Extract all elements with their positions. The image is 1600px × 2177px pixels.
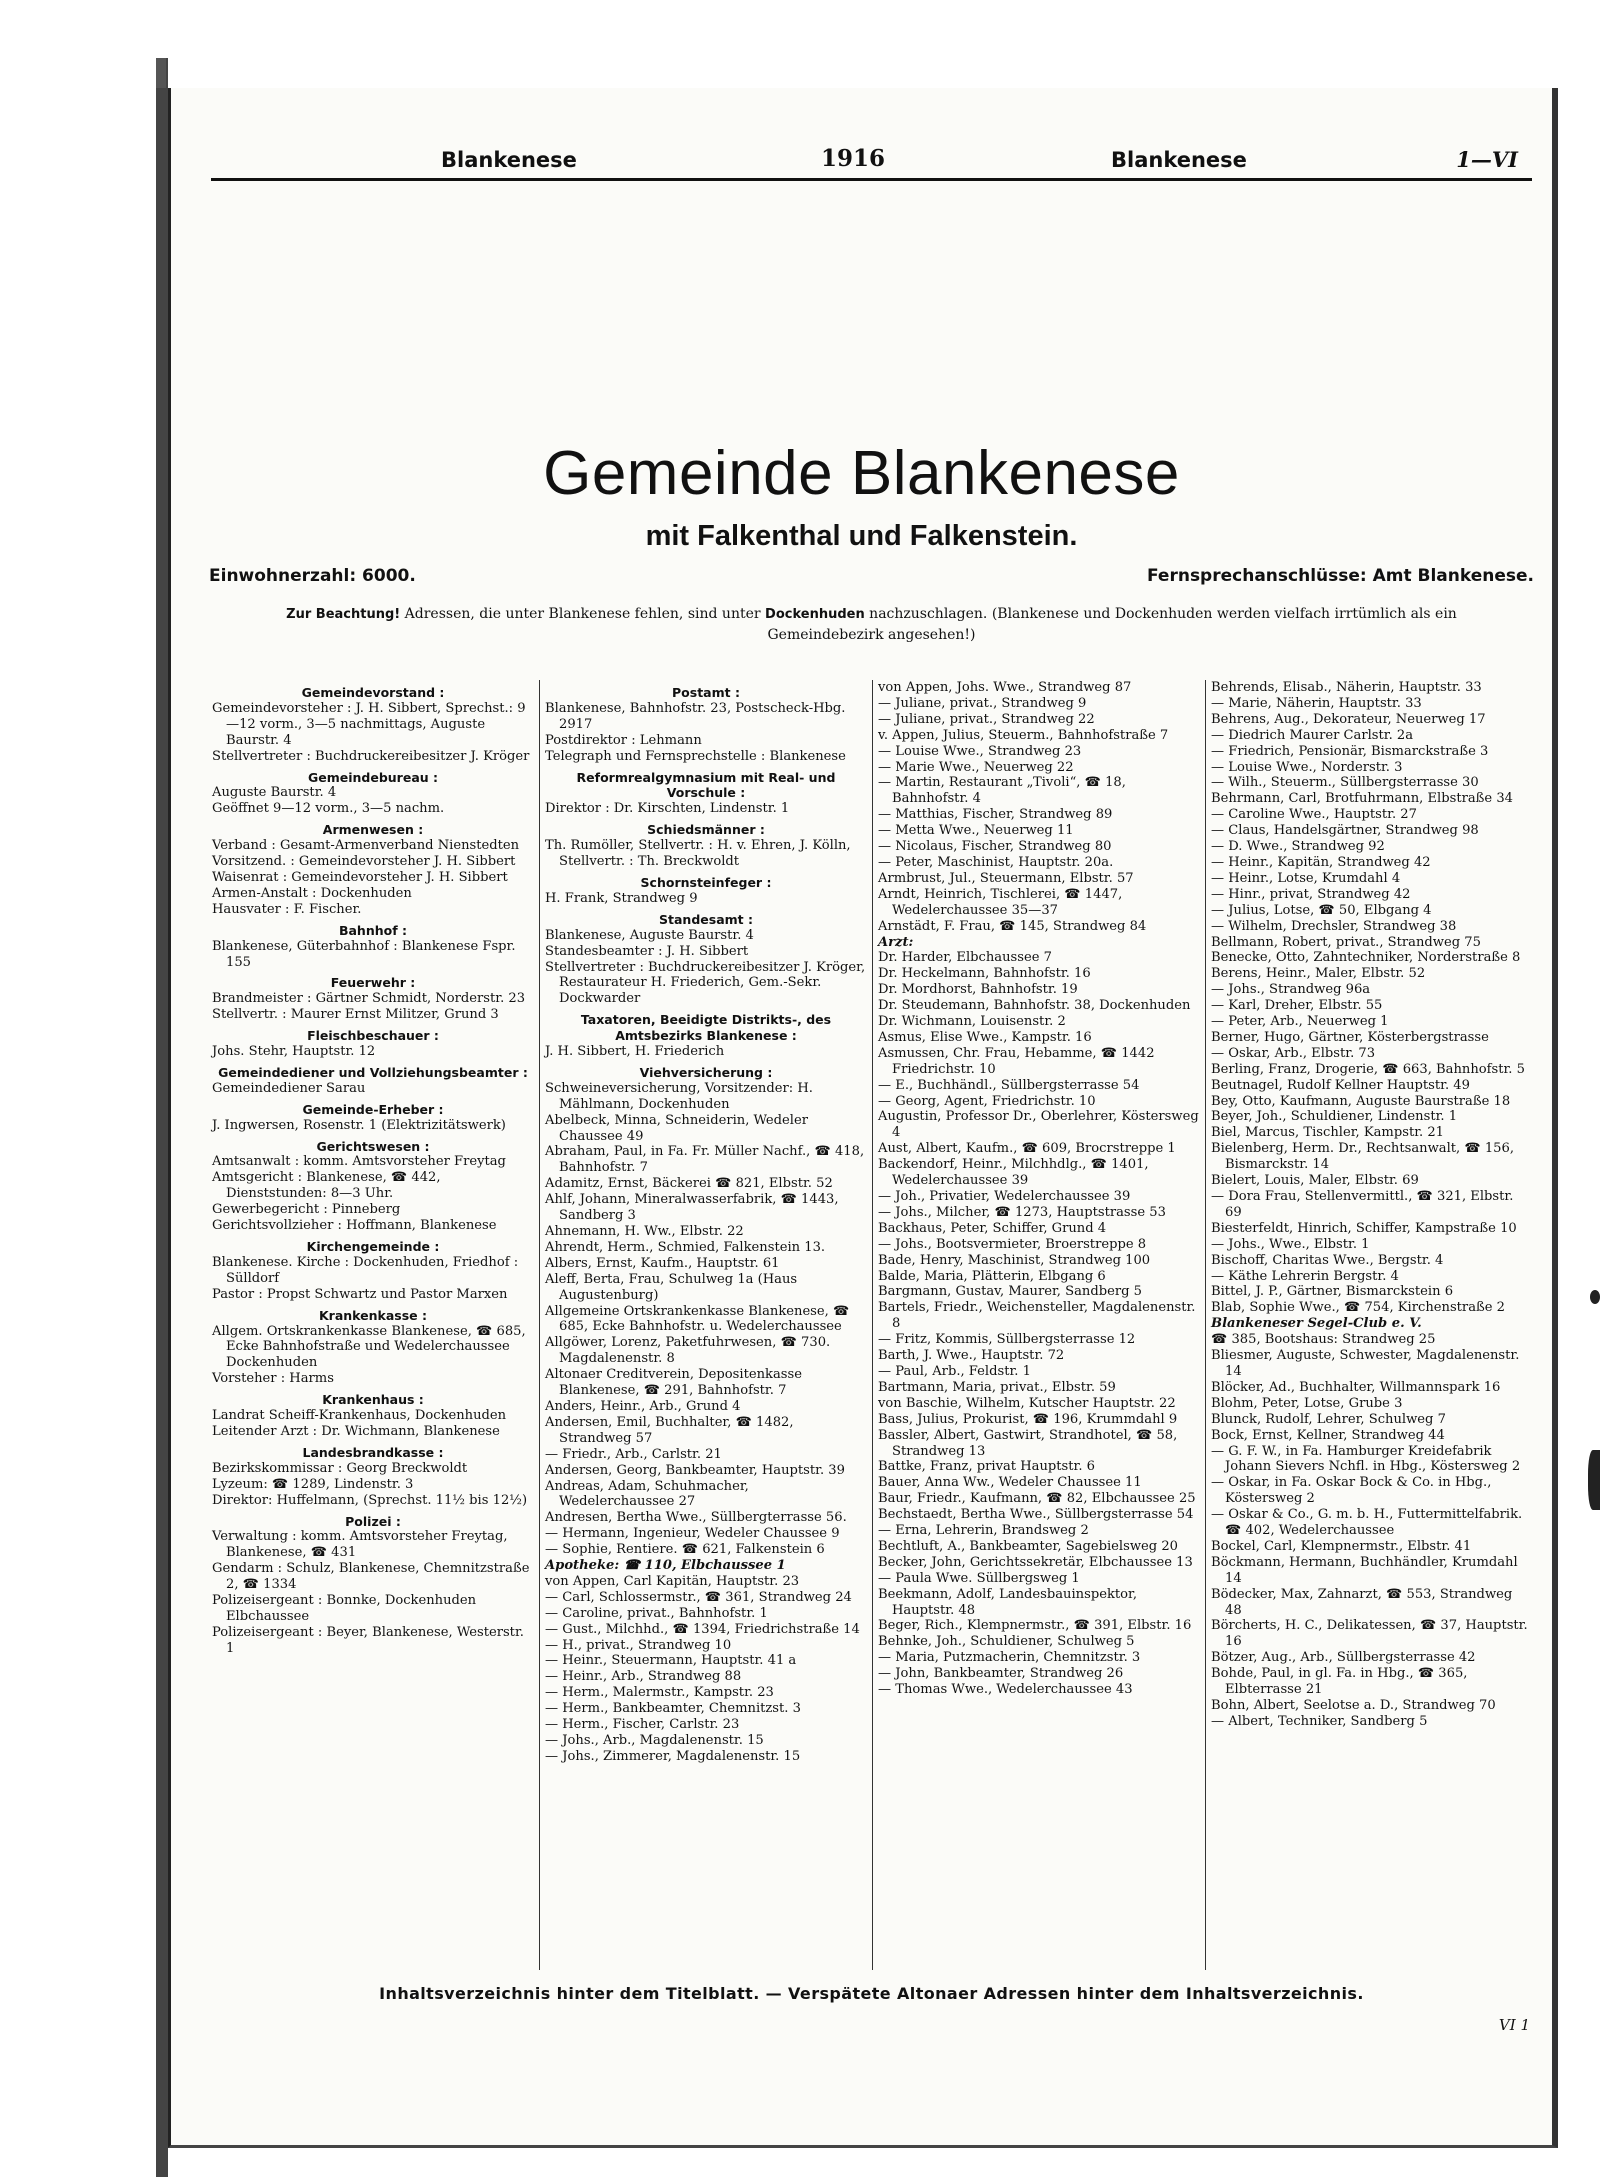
directory-entry: — Metta Wwe., Neuerweg 11 — [878, 823, 1074, 839]
directory-entry: Barth, J. Wwe., Hauptstr. 72 — [878, 1348, 1065, 1364]
directory-entry: Stellvertreter : Buchdruckereibesitzer J. Kröger — [212, 748, 530, 764]
binding-edge — [156, 58, 168, 2177]
directory-entry: — Peter, Maschinist, Hauptstr. 20a. — [878, 854, 1114, 870]
directory-entry: Blab, Sophie Wwe., ☎ 754, Kirchenstraße 2 — [1211, 1300, 1505, 1316]
directory-entry: Johs. Stehr, Hauptstr. 12 — [212, 1044, 376, 1060]
section-heading: Schiedsmänner : — [647, 822, 765, 838]
directory-entry: Andreas, Adam, Schuhmacher, Wedelerchaussee 27 — [545, 1478, 749, 1510]
directory-entry: Verband : Gesamt-Armenverband Nienstedten — [212, 838, 520, 854]
directory-entry: — Paula Wwe. Süllbergsweg 1 — [878, 1570, 1080, 1586]
directory-entry: — Gust., Milchhd., ☎ 1394, Friedrichstraße 14 — [545, 1621, 860, 1637]
page-subtitle: mit Falkenthal und Falkenstein. — [645, 520, 1078, 552]
directory-entry: Telegraph und Fernsprechstelle : Blankenese — [545, 748, 846, 764]
directory-entry: Blankenese, Bahnhofstr. 23, Postscheck-Hbg. 2917 — [545, 700, 846, 732]
directory-entry: Lyzeum: ☎ 1289, Lindenstr. 3 — [212, 1476, 414, 1492]
directory-entry: — Oskar, Arb., Elbstr. 73 — [1211, 1045, 1376, 1061]
header-year: 1916 — [821, 145, 886, 172]
directory-entry: Bock, Ernst, Kellner, Strandweg 44 — [1211, 1427, 1445, 1443]
directory-entry: Schweineversicherung, Vorsitzender: H. Mählmann, Dockenhuden — [545, 1080, 813, 1112]
directory-entry: Bechtluft, A., Bankbeamter, Sagebielsweg 20 — [878, 1538, 1178, 1554]
directory-entry: Albers, Ernst, Kaufm., Hauptstr. 61 — [545, 1255, 780, 1271]
directory-entry: — Joh., Privatier, Wedelerchaussee 39 — [878, 1189, 1131, 1204]
directory-entry: — Dora Frau, Stellenvermittl., ☎ 321, Elbstr. 69 — [1211, 1189, 1514, 1220]
directory-entry: Blunck, Rudolf, Lehrer, Schulweg 7 — [1211, 1411, 1446, 1427]
section-heading: Gemeindebureau : — [307, 769, 439, 785]
directory-entry: Apotheke: ☎ 110, Elbchaussee 1 — [545, 1558, 786, 1574]
directory-entry: Backendorf, Heinr., Milchhdlg., ☎ 1401, Wedelerchaussee 39 — [878, 1157, 1149, 1189]
directory-entry: Becker, John, Gerichtssekretär, Elbchaussee 13 — [878, 1554, 1193, 1570]
directory-entry: Arndt, Heinrich, Tischlerei, ☎ 1447, Wedelerchaussee 35—37 — [878, 886, 1123, 918]
column-4 — [1205, 680, 1538, 1970]
directory-entry: — Caroline, privat., Bahnhofstr. 1 — [545, 1605, 768, 1621]
directory-entry: Bittel, J. P., Gärtner, Bismarckstein 6 — [1211, 1284, 1454, 1300]
directory-entry: Bellmann, Robert, privat., Strandweg 75 — [1211, 934, 1481, 950]
section-heading: Gemeindediener und Vollziehungsbeamter : — [218, 1064, 528, 1080]
directory-entry: — Friedr., Arb., Carlstr. 21 — [545, 1446, 722, 1462]
directory-entry: Blöcker, Ad., Buchhalter, Willmannspark 16 — [1211, 1379, 1501, 1395]
directory-entry: Dr. Mordhorst, Bahnhofstr. 19 — [878, 982, 1078, 998]
directory-entry: Behrmann, Carl, Brotfuhrmann, Elbstraße 34 — [1211, 791, 1513, 807]
directory-entry: — Oskar & Co., G. m. b. H., Futtermittelfabrik. ☎ 402, Wedelerchaussee — [1211, 1507, 1523, 1539]
directory-entry: Behrens, Aug., Dekorateur, Neuerweg 17 — [1211, 711, 1486, 727]
directory-entry: — Carl, Schlossermstr., ☎ 361, Strandweg 24 — [545, 1589, 852, 1605]
directory-entry: Aust, Albert, Kaufm., ☎ 609, Brocrstreppe 1 — [878, 1141, 1176, 1157]
directory-entry: — Juliane, privat., Strandweg 22 — [878, 711, 1095, 727]
directory-entry: Adamitz, Ernst, Bäckerei ☎ 821, Elbstr. 52 — [545, 1176, 833, 1192]
directory-entry: Blankenese. Kirche : Dockenhuden, Friedhof : Sülldorf — [212, 1254, 519, 1286]
directory-entry: — Hermann, Ingenieur, Wedeler Chaussee 9 — [545, 1526, 840, 1542]
directory-entry: Arzt: — [878, 934, 914, 950]
notice-text-1: Adressen, die unter Blankenese fehlen, sind unter — [404, 606, 761, 622]
directory-entry: Gemeindevorsteher : J. H. Sibbert, Sprechst.: 9—12 vorm., 3—5 nachmittags, Auguste Baurstr. 4 — [212, 700, 526, 748]
directory-entry: Armbrust, Jul., Steuermann, Elbstr. 57 — [878, 870, 1134, 886]
directory-entry: — Herm., Malermstr., Kampstr. 23 — [545, 1685, 774, 1701]
notice-text-2: nachzuschlagen. (Blankenese und Dockenhuden werden vielfach irrtümlich als ein Gemeindebezirk angesehen!) — [767, 606, 1457, 643]
section-heading: Gemeinde-Erheber : — [302, 1101, 444, 1117]
running-header — [211, 138, 1532, 181]
directory-entry: Bassler, Albert, Gastwirt, Strandhotel, ☎ 58, Strandweg 13 — [878, 1427, 1178, 1459]
page-title: Gemeinde Blankenese — [543, 439, 1180, 508]
directory-entry: — Johs., Wwe., Elbstr. 1 — [1211, 1236, 1370, 1252]
directory-entry: — Herm., Fischer, Carlstr. 23 — [545, 1717, 740, 1733]
directory-entry: Allgöwer, Lorenz, Paketfuhrwesen, ☎ 730. Magdalenenstr. 8 — [545, 1335, 831, 1367]
scan-mark — [1590, 1290, 1600, 1304]
directory-entry: Stellvertr. : Maurer Ernst Militzer, Grund 3 — [212, 1007, 499, 1023]
directory-entry: — Maria, Putzmacherin, Chemnitzstr. 3 — [878, 1650, 1141, 1666]
directory-entry: — Albert, Techniker, Sandberg 5 — [1211, 1713, 1428, 1729]
section-heading: Polizei : — [345, 1513, 401, 1529]
directory-entry: Bartmann, Maria, privat., Elbstr. 59 — [878, 1379, 1116, 1395]
directory-entry: Altonaer Creditverein, Depositenkasse Blankenese, ☎ 291, Bahnhofstr. 7 — [545, 1367, 802, 1399]
directory-entry: — Juliane, privat., Strandweg 9 — [878, 695, 1087, 711]
section-heading: Kirchengemeinde : — [306, 1239, 440, 1254]
directory-entry: — Heinr., Steuermann, Hauptstr. 41 a — [545, 1653, 797, 1669]
directory-entry: Ahrendt, Herm., Schmied, Falkenstein 13. — [545, 1239, 826, 1255]
section-heading: Standesamt : — [659, 911, 753, 927]
directory-entry: Leitender Arzt : Dr. Wichmann, Blankenese — [212, 1423, 500, 1439]
directory-entry: Bliesmer, Auguste, Schwester, Magdalenenstr. 14 — [1211, 1348, 1520, 1379]
directory-entry: Dr. Harder, Elbchaussee 7 — [878, 950, 1052, 966]
directory-entry: von Baschie, Wilhelm, Kutscher Hauptstr. 22 — [878, 1395, 1176, 1411]
directory-entry: — Karl, Dreher, Elbstr. 55 — [1211, 998, 1383, 1014]
directory-entry: J. Ingwersen, Rosenstr. 1 (Elektrizitätswerk) — [212, 1117, 506, 1133]
directory-entry: Waisenrat : Gemeindevorsteher J. H. Sibbert — [212, 869, 508, 885]
directory-entry: Bielenberg, Herm. Dr., Rechtsanwalt, ☎ 156, Bismarckstr. 14 — [1211, 1141, 1515, 1173]
directory-entry: Allgem. Ortskrankenkasse Blankenese, ☎ 685, Ecke Bahnhofstraße und Wedelerchaussee Dockenhuden — [212, 1323, 526, 1371]
directory-entry: Bohde, Paul, in gl. Fa. in Hbg., ☎ 365, Elbterrasse 21 — [1211, 1666, 1468, 1698]
footer-note: Inhaltsverzeichnis hinter dem Titelblatt. — Verspätete Altonaer Adressen hinter dem Inhaltsverzeichnis. — [379, 1984, 1364, 2003]
directory-entry: Blankenese, Güterbahnhof : Blankenese Fspr. 155 — [212, 938, 516, 970]
directory-entry: Beekmann, Adolf, Landesbauinspektor, Hauptstr. 48 — [878, 1586, 1138, 1618]
directory-entry: — Louise Wwe., Strandweg 23 — [878, 743, 1082, 759]
directory-entry: — Diedrich Maurer Carlstr. 2a — [1211, 727, 1414, 743]
notice-label: Zur Beachtung! — [286, 607, 401, 622]
section-heading: Armenwesen : — [322, 822, 424, 838]
directory-entry: — Julius, Lotse, ☎ 50, Elbgang 4 — [1211, 902, 1432, 918]
directory-entry: Bechstaedt, Bertha Wwe., Süllbergsterrasse 54 — [878, 1507, 1194, 1523]
directory-entry: Bohn, Albert, Seelotse a. D., Strandweg 70 — [1211, 1698, 1496, 1713]
directory-entry: Berner, Hugo, Gärtner, Kösterbergstrasse — [1211, 1029, 1489, 1045]
section-heading: Krankenkasse : — [319, 1307, 427, 1323]
directory-entry: Amtsgericht : Blankenese, ☎ 442, Dienststunden: 8—3 Uhr. — [212, 1170, 441, 1202]
directory-entry: Stellvertreter : Buchdruckereibesitzer J. Kröger, Restaurateur H. Friederich, Gem.-Sekr. Dockwarder — [545, 959, 866, 1007]
directory-entry: Brandmeister : Gärtner Schmidt, Norderstr. 23 — [212, 991, 526, 1007]
directory-entry: Vorsitzend. : Gemeindevorsteher J. H. Sibbert — [212, 854, 516, 870]
directory-entry: Andresen, Bertha Wwe., Süllbergterrasse 56. — [545, 1510, 847, 1526]
directory-entry: Bass, Julius, Prokurist, ☎ 196, Krummdahl 9 — [878, 1411, 1178, 1427]
directory-entry: Anders, Heinr., Arb., Grund 4 — [545, 1398, 741, 1414]
directory-entry: Direktor: Huffelmann, (Sprechst. 11½ bis 12½) — [212, 1492, 528, 1508]
directory-entry: — Wilhelm, Drechsler, Strandweg 38 — [1211, 918, 1457, 934]
directory-entry: Bischoff, Charitas Wwe., Bergstr. 4 — [1211, 1252, 1444, 1268]
directory-entry: Bödecker, Max, Zahnarzt, ☎ 553, Strandweg 48 — [1211, 1586, 1513, 1618]
section-heading: Gemeindevorstand : — [301, 685, 445, 700]
directory-entry: Bartels, Friedr., Weichensteller, Magdalenenstr. 8 — [878, 1300, 1196, 1332]
directory-entry: Amtsanwalt : komm. Amtsvorsteher Freytag — [212, 1154, 506, 1170]
directory-entry: Bockel, Carl, Klempnermstr., Elbstr. 41 — [1211, 1538, 1472, 1554]
directory-entry: Börcherts, H. C., Delikatessen, ☎ 37, Hauptstr. 16 — [1211, 1618, 1528, 1650]
section-heading: Bahnhof : — [338, 922, 408, 938]
directory-entry: Balde, Maria, Plätterin, Elbgang 6 — [878, 1268, 1106, 1284]
directory-entry: — Heinr., Lotse, Krumdahl 4 — [1211, 870, 1401, 886]
directory-entry: Bargmann, Gustav, Maurer, Sandberg 5 — [878, 1284, 1142, 1300]
directory-entry: Landrat Scheiff-Krankenhaus, Dockenhuden — [212, 1408, 507, 1424]
section-heading: Feuerwehr : — [330, 975, 416, 991]
directory-entry: von Appen, Johs. Wwe., Strandweg 87 — [878, 680, 1132, 695]
directory-entry: Bade, Henry, Maschinist, Strandweg 100 — [878, 1252, 1151, 1268]
directory-entry: — E., Buchhändl., Süllbergsterrasse 54 — [878, 1077, 1140, 1093]
directory-entry: Dr. Steudemann, Bahnhofstr. 38, Dockenhuden — [878, 998, 1191, 1014]
notice — [251, 604, 1492, 646]
directory-entry: — Wilh., Steuerm., Süllbergsterrasse 30 — [1211, 775, 1479, 791]
directory-entry: — Georg, Agent, Friedrichstr. 10 — [878, 1093, 1096, 1109]
directory-entry: — Marie Wwe., Neuerweg 22 — [878, 759, 1074, 775]
directory-entry: — Herm., Bankbeamter, Chemnitzst. 3 — [545, 1701, 801, 1717]
directory-entry: v. Appen, Julius, Steuerm., Bahnhofstraße 7 — [878, 727, 1169, 743]
directory-entry: Beger, Rich., Klempnermstr., ☎ 391, Elbstr. 16 — [878, 1618, 1192, 1634]
directory-entry: — Johs., Milcher, ☎ 1273, Hauptstrasse 53 — [878, 1204, 1166, 1220]
directory-entry: Arnstädt, F. Frau, ☎ 145, Strandweg 84 — [878, 918, 1147, 934]
directory-entry: Bauer, Anna Ww., Wedeler Chaussee 11 — [878, 1475, 1142, 1491]
directory-entry: Dr. Heckelmann, Bahnhofstr. 16 — [878, 966, 1091, 982]
directory-entry: Hausvater : F. Fischer. — [212, 901, 362, 917]
directory-entry: Berling, Franz, Drogerie, ☎ 663, Bahnhofstr. 5 — [1211, 1061, 1525, 1077]
directory-entry: — Nicolaus, Fischer, Strandweg 80 — [878, 839, 1112, 855]
directory-entry: — John, Bankbeamter, Strandweg 26 — [878, 1666, 1124, 1682]
directory-entry: — Paul, Arb., Feldstr. 1 — [878, 1363, 1031, 1379]
directory-entry: — Friedrich, Pensionär, Bismarckstraße 3 — [1211, 743, 1489, 759]
directory-entry: Gewerbegericht : Pinneberg — [212, 1202, 401, 1218]
directory-entry: — Matthias, Fischer, Strandweg 89 — [878, 807, 1113, 823]
telephone-info: Fernsprechanschlüsse: Amt Blankenese. — [1147, 566, 1534, 586]
directory-entry: Blohm, Peter, Lotse, Grube 3 — [1211, 1395, 1403, 1411]
directory-entry: Allgemeine Ortskrankenkasse Blankenese, ☎ 685, Ecke Bahnhofstr. u. Wedelerchaussee — [545, 1303, 850, 1335]
directory-entry: Battke, Franz, privat Hauptstr. 6 — [878, 1459, 1095, 1475]
section-heading: Krankenhaus : — [322, 1392, 424, 1408]
directory-entry: Biesterfeldt, Hinrich, Schiffer, Kampstraße 10 — [1211, 1220, 1517, 1236]
column-2 — [539, 680, 872, 1970]
directory-entry: Geöffnet 9—12 vorm., 3—5 nachm. — [212, 801, 445, 817]
section-heading: Viehversicherung : — [639, 1064, 773, 1080]
scan-mark — [1588, 1450, 1600, 1510]
directory-entry: — D. Wwe., Strandweg 92 — [1211, 839, 1385, 855]
directory-entry: von Appen, Carl Kapitän, Hauptstr. 23 — [545, 1573, 800, 1589]
directory-entry: — Peter, Arb., Neuerweg 1 — [1211, 1014, 1389, 1030]
header-page: 1—VI — [1456, 147, 1518, 172]
directory-entry: — Käthe Lehrerin Bergstr. 4 — [1211, 1268, 1399, 1284]
directory-entry: Direktor : Dr. Kirschten, Lindenstr. 1 — [545, 801, 790, 817]
directory-entry: Böckmann, Hermann, Buchhändler, Krumdahl 14 — [1211, 1554, 1518, 1586]
directory-entry: — G. F. W., in Fa. Hamburger Kreidefabrik Johann Sievers Nchfl. in Hbg., Köstersweg 2 — [1211, 1443, 1521, 1475]
directory-entry: Gerichtsvollzieher : Hoffmann, Blankenese — [212, 1218, 497, 1234]
directory-entry: — Johs., Bootsvermieter, Broerstreppe 8 — [878, 1236, 1147, 1252]
directory-entry: — Claus, Handelsgärtner, Strandweg 98 — [1211, 823, 1479, 839]
section-heading: Fleischbeschauer : — [307, 1028, 439, 1044]
directory-entry: Berens, Heinr., Maler, Elbstr. 52 — [1211, 966, 1426, 982]
directory-entry: — Louise Wwe., Norderstr. 3 — [1211, 759, 1403, 775]
directory-entry: — H., privat., Strandweg 10 — [545, 1637, 732, 1653]
directory-entry: — Sophie, Rentiere. ☎ 621, Falkenstein 6 — [545, 1542, 825, 1558]
section-heading: Landesbrandkasse : — [302, 1444, 444, 1460]
section-heading: Postamt : — [672, 685, 740, 700]
directory-entry: Bey, Otto, Kaufmann, Auguste Baurstraße 18 — [1211, 1093, 1511, 1109]
binding-edge-top — [156, 58, 166, 88]
section-heading: Gerichtswesen : — [316, 1138, 430, 1154]
directory-entry: — Caroline Wwe., Hauptstr. 27 — [1211, 807, 1417, 823]
directory-entry: — Heinr., Kapitän, Strandweg 42 — [1211, 854, 1431, 870]
directory-entry: Polizeisergeant : Bonnke, Dockenhuden Elbchaussee — [212, 1593, 477, 1624]
directory-entry: Gendarm : Schulz, Blankenese, Chemnitzstraße 2, ☎ 1334 — [212, 1561, 530, 1593]
directory-entry: Andersen, Emil, Buchhalter, ☎ 1482, Strandweg 57 — [545, 1414, 794, 1446]
directory-entry: Vorsteher : Harms — [212, 1371, 334, 1387]
directory-entry: Asmussen, Chr. Frau, Hebamme, ☎ 1442 Friedrichstr. 10 — [878, 1045, 1155, 1077]
section-heading: Schornsteinfeger : — [640, 874, 772, 890]
column-3 — [872, 680, 1205, 1970]
directory-entry: Beyer, Joh., Schuldiener, Lindenstr. 1 — [1211, 1109, 1458, 1125]
directory-entry: Benecke, Otto, Zahntechniker, Norderstraße 8 — [1211, 950, 1521, 966]
directory-entry: — Erna, Lehrerin, Brandsweg 2 — [878, 1523, 1089, 1539]
directory-entry: Backhaus, Peter, Schiffer, Grund 4 — [878, 1220, 1107, 1236]
directory-entry: Abelbeck, Minna, Schneiderin, Wedeler Chaussee 49 — [545, 1112, 808, 1144]
header-right: Blankenese — [1111, 148, 1247, 172]
directory-entry: Blankenese, Auguste Baurstr. 4 — [545, 927, 754, 943]
directory-entry: Postdirektor : Lehmann — [545, 732, 702, 748]
directory-entry: Armen-Anstalt : Dockenhuden — [212, 885, 412, 901]
directory-columns — [207, 680, 1538, 1970]
directory-entry: Ahlf, Johann, Mineralwasserfabrik, ☎ 1443, Sandberg 3 — [545, 1192, 839, 1224]
column-1 — [207, 680, 539, 1970]
directory-entry: Baur, Friedr., Kaufmann, ☎ 82, Elbchaussee 25 — [878, 1491, 1196, 1507]
directory-entry: Gemeindediener Sarau — [212, 1080, 366, 1096]
population: Einwohnerzahl: 6000. — [209, 566, 416, 586]
page-number: VI 1 — [1498, 2016, 1530, 2034]
directory-entry: — Martin, Restaurant „Tivoli“, ☎ 18, Bahnhofstr. 4 — [878, 775, 1126, 807]
directory-entry: — Oskar, in Fa. Oskar Bock & Co. in Hbg., Köstersweg 2 — [1211, 1475, 1492, 1507]
header-left: Blankenese — [441, 148, 577, 172]
directory-entry: — Marie, Näherin, Hauptstr. 33 — [1211, 695, 1422, 711]
directory-entry: Behrends, Elisab., Näherin, Hauptstr. 33 — [1211, 680, 1482, 695]
directory-entry: Behnke, Joh., Schuldiener, Schulweg 5 — [878, 1634, 1135, 1650]
directory-entry: Standesbeamter : J. H. Sibbert — [545, 943, 749, 959]
section-heading: Reformrealgymnasium mit Real- und Vorschule : — [576, 769, 836, 801]
directory-entry: Beutnagel, Rudolf Kellner Hauptstr. 49 — [1211, 1077, 1470, 1093]
directory-entry: Bötzer, Aug., Arb., Süllbergsterrasse 42 — [1211, 1650, 1476, 1666]
directory-entry: J. H. Sibbert, H. Friederich — [545, 1044, 725, 1060]
directory-entry: Andersen, Georg, Bankbeamter, Hauptstr. 39 — [545, 1462, 845, 1478]
directory-entry: — Johs., Arb., Magdalenenstr. 15 — [545, 1733, 764, 1748]
directory-entry: Bielert, Louis, Maler, Elbstr. 69 — [1211, 1173, 1419, 1189]
directory-page — [168, 88, 1558, 2148]
directory-entry: Abraham, Paul, in Fa. Fr. Müller Nachf., ☎ 418, Bahnhofstr. 7 — [545, 1144, 865, 1176]
directory-entry: — Johs., Strandweg 96a — [1211, 982, 1371, 998]
directory-entry: Th. Rumöller, Stellvertr. : H. v. Ehren, J. Kölln, Stellvertr. : Th. Breckwoldt — [545, 838, 851, 870]
directory-entry: Augustin, Professor Dr., Oberlehrer, Köstersweg 4 — [878, 1109, 1199, 1141]
directory-entry: Polizeisergeant : Beyer, Blankenese, Westerstr. 1 — [212, 1624, 524, 1656]
directory-entry: Verwaltung : komm. Amtsvorsteher Freytag, Blankenese, ☎ 431 — [212, 1529, 508, 1561]
directory-entry: — Thomas Wwe., Wedelerchaussee 43 — [878, 1682, 1133, 1698]
directory-entry: Pastor : Propst Schwartz und Pastor Marxen — [212, 1286, 508, 1302]
directory-entry: Dr. Wichmann, Louisenstr. 2 — [878, 1014, 1066, 1030]
directory-entry: Bezirkskommissar : Georg Breckwoldt — [212, 1460, 468, 1476]
directory-entry: Asmus, Elise Wwe., Kampstr. 16 — [878, 1029, 1092, 1045]
directory-entry: H. Frank, Strandweg 9 — [545, 890, 698, 906]
section-heading: Taxatoren, Beeidigte Distrikts-, des Amtsbezirks Blankenese : — [580, 1012, 832, 1044]
directory-entry: — Johs., Zimmerer, Magdalenenstr. 15 — [545, 1748, 801, 1764]
directory-entry: — Hinr., privat, Strandweg 42 — [1211, 886, 1411, 902]
directory-entry: — Fritz, Kommis, Süllbergsterrasse 12 — [878, 1332, 1136, 1348]
notice-bold: Dockenhuden — [765, 607, 865, 622]
directory-entry: Ahnemann, H. Ww., Elbstr. 22 — [545, 1224, 744, 1239]
directory-entry: Auguste Baurstr. 4 — [212, 785, 337, 801]
directory-entry: Aleff, Berta, Frau, Schulweg 1a (Haus Augustenburg) — [545, 1271, 798, 1303]
directory-entry: — Heinr., Arb., Strandweg 88 — [545, 1669, 742, 1685]
directory-entry: ☎ 385, Bootshaus: Strandweg 25 — [1211, 1332, 1436, 1348]
directory-entry: Biel, Marcus, Tischler, Kampstr. 21 — [1211, 1125, 1445, 1141]
directory-entry: Blankeneser Segel-Club e. V. — [1211, 1316, 1422, 1332]
